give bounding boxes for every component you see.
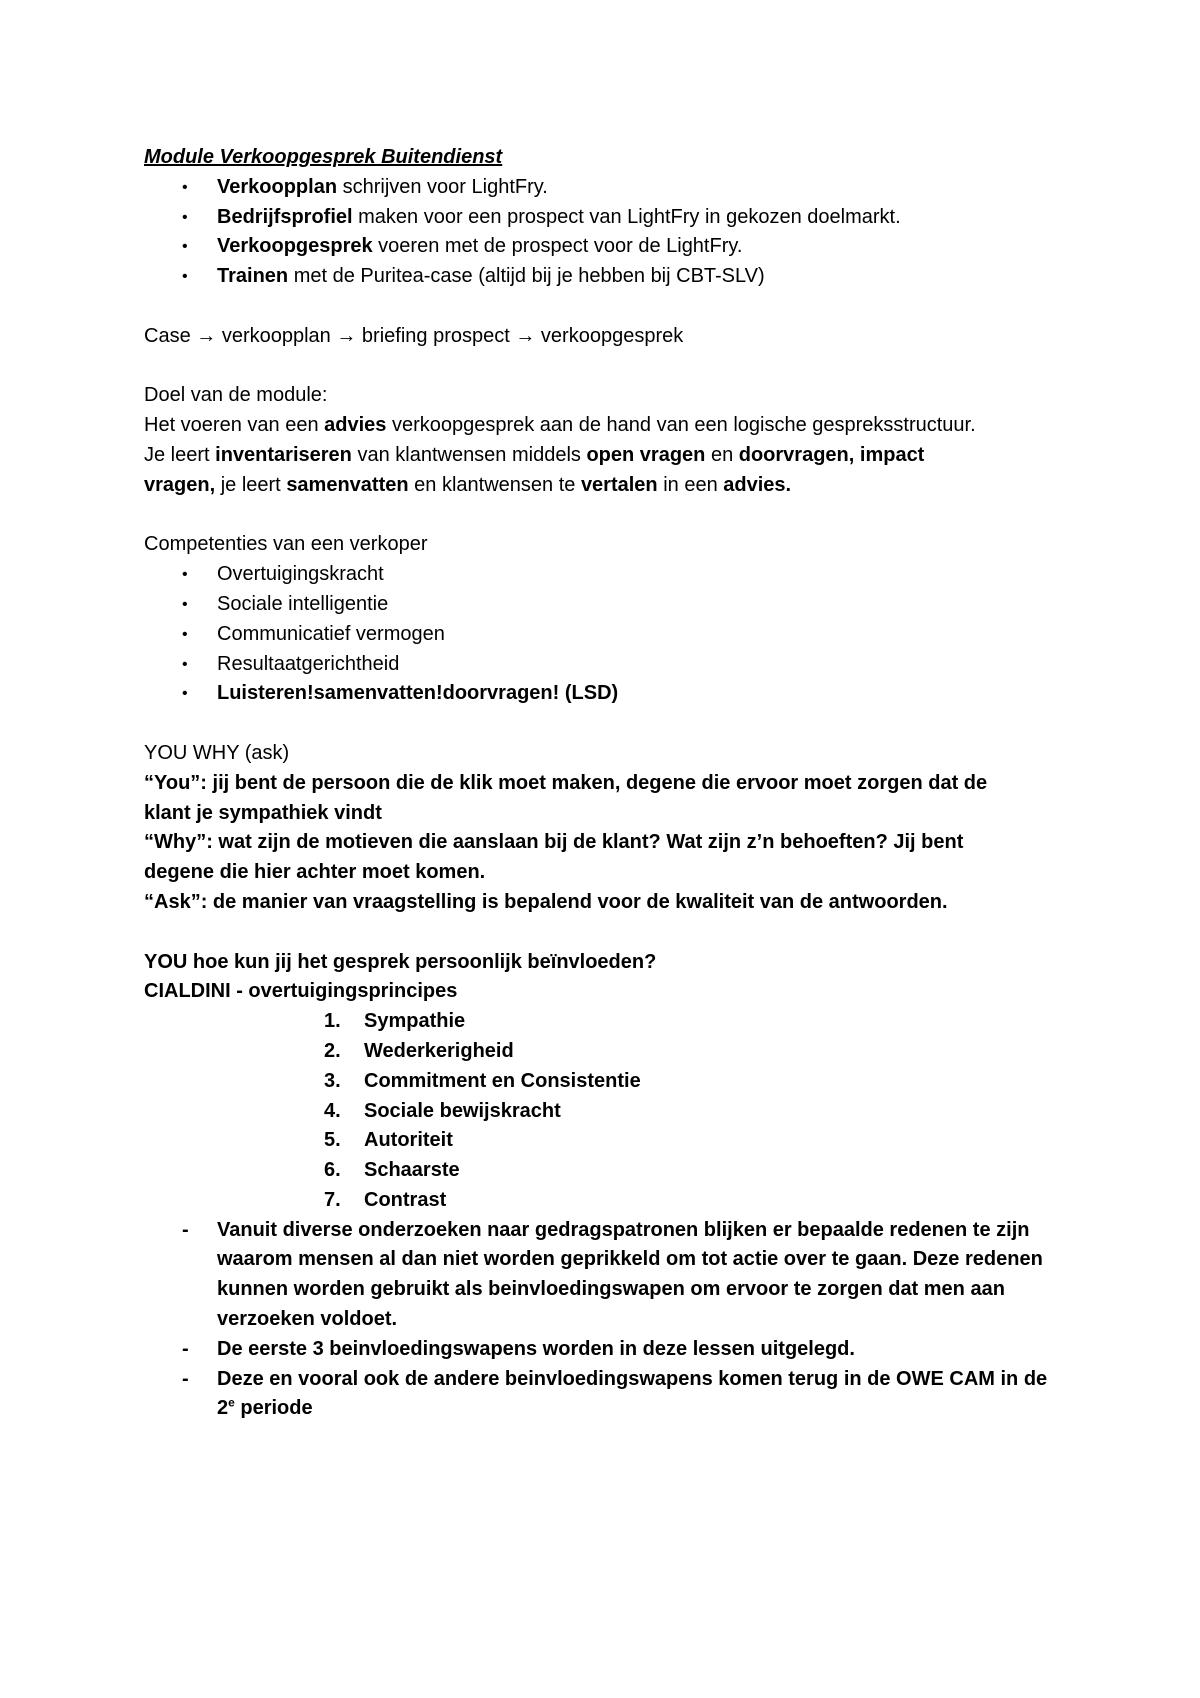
youwhy-line: “You”: jij bent de persoon die de klik moet maken, degene die ervoor moet zorgen dat de — [144, 771, 988, 794]
document-body — [144, 143, 1084, 1424]
task-item: • Bedrijfsprofiel maken voor een prospect van LightFry in gekozen doelmarkt. — [144, 203, 1084, 233]
principle-item: 6. Schaarste — [324, 1159, 460, 1182]
bullet-icon: • — [182, 208, 188, 226]
principle-item: 5. Autoriteit — [324, 1129, 453, 1152]
note-item: - Vanuit diverse onderzoeken naar gedragspatronen blijken er bepaalde redenen te zijn waarom mensen al dan niet worden geprikkeld om tot actie over te gaan. Deze redenen kunnen worden gebruikt als beinvloedingswapen om ervoor te zorgen dat men aan verzoeken voldoet. — [144, 1216, 1067, 1335]
bullet-icon: • — [182, 595, 188, 613]
principle-item: 2. Wederkerigheid — [324, 1039, 514, 1062]
goal-line: Je leert inventariseren van klantwensen middels open vragen en doorvragen, impact — [144, 443, 925, 466]
cialdini-subheading: CIALDINI - overtuigingsprincipes — [144, 980, 458, 1003]
bullet-icon: • — [182, 655, 188, 673]
task-item: • Verkoopplan schrijven voor LightFry. — [144, 173, 1084, 203]
goal-heading: Doel van de module: — [144, 384, 328, 407]
youwhy-line: klant je sympathiek vindt — [144, 801, 382, 824]
bullet-icon: • — [182, 178, 188, 196]
competency-item: • Sociale intelligentie — [144, 590, 1084, 620]
task-list — [144, 173, 1084, 292]
youwhy-line: “Why”: wat zijn de motieven die aanslaan bij de klant? Wat zijn z’n behoeften? Jij bent — [144, 831, 964, 854]
principle-item: 1. Sympathie — [324, 1010, 466, 1033]
notes-list — [144, 1216, 1084, 1425]
process-flow: Case → verkoopplan → briefing prospect → verkoopgesprek — [144, 324, 684, 347]
principle-item: 4. Sociale bewijskracht — [324, 1099, 561, 1122]
note-item: - De eerste 3 beinvloedingswapens worden in deze lessen uitgelegd. — [144, 1335, 1067, 1365]
competency-item: • Overtuigingskracht — [144, 560, 1084, 590]
youwhy-line: “Ask”: de manier van vraagstelling is bepalend voor de kwaliteit van de antwoorden. — [144, 890, 948, 913]
cialdini-heading: YOU hoe kun jij het gesprek persoonlijk beïnvloeden? — [144, 950, 657, 973]
dash-icon: - — [182, 1337, 189, 1360]
arrow-right-icon: → — [515, 324, 536, 347]
youwhy-heading: YOU WHY (ask) — [144, 741, 290, 764]
goal-line: vragen, je leert samenvatten en klantwensen te vertalen in een advies. — [144, 473, 792, 496]
bullet-icon: • — [182, 685, 188, 703]
document-title: Module Verkoopgesprek Buitendienst — [144, 146, 503, 168]
competency-item: • Communicatief vermogen — [144, 620, 1084, 650]
competency-item: • Luisteren!samenvatten!doorvragen! (LSD) — [144, 679, 1084, 709]
principles-list — [144, 1007, 1084, 1216]
task-item: • Trainen met de Puritea-case (altijd bij je hebben bij CBT-SLV) — [144, 262, 1084, 292]
principle-item: 7. Contrast — [324, 1188, 447, 1211]
principle-item: 3. Commitment en Consistentie — [324, 1069, 641, 1092]
competencies-list — [144, 560, 1084, 709]
bullet-icon: • — [182, 566, 188, 584]
arrow-right-icon: → — [336, 324, 357, 347]
youwhy-line: degene die hier achter moet komen. — [144, 861, 486, 884]
competencies-heading: Competenties van een verkoper — [144, 533, 428, 556]
dash-icon: - — [182, 1367, 189, 1390]
goal-line: Het voeren van een advies verkoopgesprek aan de hand van een logische gespreksstructuur. — [144, 414, 976, 437]
task-item: • Verkoopgesprek voeren met de prospect voor de LightFry. — [144, 232, 1084, 262]
bullet-icon: • — [182, 238, 188, 256]
dash-icon: - — [182, 1218, 189, 1241]
bullet-icon: • — [182, 268, 188, 286]
competency-item: • Resultaatgerichtheid — [144, 650, 1084, 680]
note-item: - Deze en vooral ook de andere beinvloedingswapens komen terug in de OWE CAM in de 2e periode — [144, 1365, 1067, 1425]
arrow-right-icon: → — [196, 324, 217, 347]
bullet-icon: • — [182, 625, 188, 643]
